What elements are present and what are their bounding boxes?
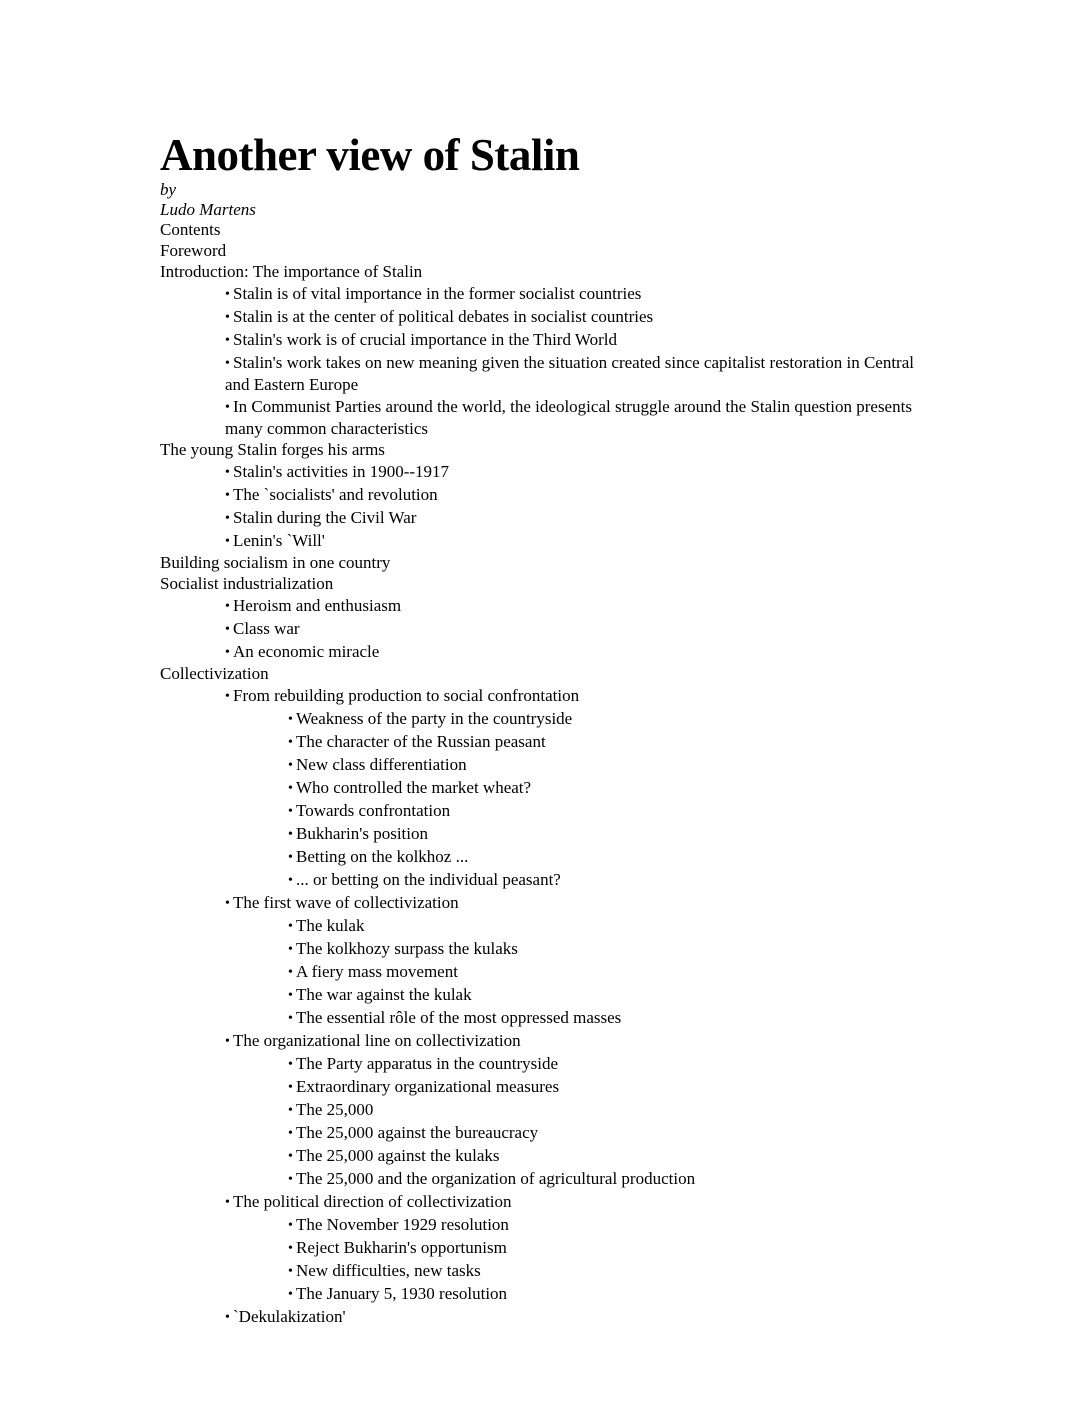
bullet-icon: • bbox=[225, 599, 230, 614]
toc-entry[interactable] bbox=[225, 461, 920, 483]
toc-entry[interactable] bbox=[160, 663, 920, 684]
toc-entry-label: The kulak bbox=[296, 916, 365, 935]
toc-entry-label: Building socialism in one country bbox=[160, 553, 391, 572]
toc-entry-label: Weakness of the party in the countryside bbox=[296, 709, 573, 728]
toc-entry[interactable] bbox=[288, 961, 920, 983]
toc-entry-label: The character of the Russian peasant bbox=[296, 732, 546, 751]
toc-entry-label: The 25,000 and the organization of agricultural production bbox=[296, 1169, 696, 1188]
toc-entry-label: Socialist industrialization bbox=[160, 574, 334, 593]
toc-entry[interactable] bbox=[288, 1237, 920, 1259]
toc-entry[interactable] bbox=[288, 1214, 920, 1236]
toc-entry-label: Stalin's activities in 1900--1917 bbox=[233, 462, 450, 481]
document-page bbox=[160, 130, 920, 1328]
toc-entry-label: The first wave of collectivization bbox=[233, 893, 459, 912]
bullet-icon: • bbox=[288, 1103, 293, 1118]
toc-entry[interactable] bbox=[225, 283, 920, 305]
bullet-icon: • bbox=[288, 942, 293, 957]
bullet-icon: • bbox=[225, 400, 230, 415]
toc-entry-label: Bukharin's position bbox=[296, 824, 428, 843]
bullet-icon: • bbox=[288, 919, 293, 934]
toc-entry[interactable] bbox=[225, 595, 920, 617]
toc-entry-label: The organizational line on collectivization bbox=[233, 1031, 521, 1050]
toc-entry-label: New class differentiation bbox=[296, 755, 467, 774]
byline-by: by bbox=[160, 180, 177, 199]
bullet-icon: • bbox=[288, 1264, 293, 1279]
bullet-icon: • bbox=[288, 781, 293, 796]
bullet-icon: • bbox=[288, 827, 293, 842]
toc-entry-label: The `socialists' and revolution bbox=[233, 485, 438, 504]
toc-entry-label: Stalin during the Civil War bbox=[233, 508, 417, 527]
toc-entry[interactable] bbox=[225, 618, 920, 640]
toc-entry-label: Reject Bukharin's opportunism bbox=[296, 1238, 507, 1257]
bullet-icon: • bbox=[288, 804, 293, 819]
toc-entry[interactable] bbox=[288, 1099, 920, 1121]
toc-entry[interactable] bbox=[225, 352, 920, 395]
toc-entry[interactable] bbox=[288, 846, 920, 868]
toc-entry-label: Extraordinary organizational measures bbox=[296, 1077, 560, 1096]
toc-entry-label: The war against the kulak bbox=[296, 985, 472, 1004]
bullet-icon: • bbox=[288, 1241, 293, 1256]
bullet-icon: • bbox=[288, 1218, 293, 1233]
bullet-icon: • bbox=[225, 1310, 230, 1325]
toc-entry-label: The Party apparatus in the countryside bbox=[296, 1054, 559, 1073]
toc-entry[interactable] bbox=[225, 1030, 920, 1052]
toc-entry[interactable] bbox=[225, 1306, 920, 1328]
toc-entry-label: Towards confrontation bbox=[296, 801, 451, 820]
toc-entry-label: Stalin's work takes on new meaning given the situation created since capitalist restoration in Central and Eastern Europe bbox=[225, 353, 914, 394]
bullet-icon: • bbox=[225, 511, 230, 526]
toc-entry[interactable] bbox=[288, 777, 920, 799]
bullet-icon: • bbox=[288, 873, 293, 888]
toc-entry[interactable] bbox=[288, 1145, 920, 1167]
toc-entry[interactable] bbox=[288, 1283, 920, 1305]
bullet-icon: • bbox=[288, 1080, 293, 1095]
toc-entry-label: Heroism and enthusiasm bbox=[233, 596, 402, 615]
toc-entry[interactable] bbox=[225, 641, 920, 663]
toc-entry-label: The 25,000 bbox=[296, 1100, 374, 1119]
toc-entry[interactable] bbox=[288, 915, 920, 937]
bullet-icon: • bbox=[225, 896, 230, 911]
toc-entry[interactable] bbox=[225, 396, 920, 439]
toc-entry[interactable] bbox=[288, 938, 920, 960]
toc-entry[interactable] bbox=[288, 708, 920, 730]
bullet-icon: • bbox=[288, 1287, 293, 1302]
bullet-icon: • bbox=[225, 622, 230, 637]
toc-entry-label: Stalin is of vital importance in the former socialist countries bbox=[233, 284, 642, 303]
bullet-icon: • bbox=[225, 689, 230, 704]
toc-entry[interactable] bbox=[225, 685, 920, 707]
toc-entry[interactable] bbox=[160, 573, 920, 594]
author-name: Ludo Martens bbox=[160, 200, 256, 219]
toc-entry[interactable] bbox=[225, 530, 920, 552]
bullet-icon: • bbox=[288, 735, 293, 750]
bullet-icon: • bbox=[288, 988, 293, 1003]
toc-entry[interactable] bbox=[288, 1053, 920, 1075]
toc-entry[interactable] bbox=[160, 240, 920, 261]
toc-entry-label: Class war bbox=[233, 619, 300, 638]
bullet-icon: • bbox=[225, 1195, 230, 1210]
contents-heading: Contents bbox=[160, 220, 221, 239]
toc-entry[interactable] bbox=[288, 1076, 920, 1098]
toc-entry[interactable] bbox=[160, 261, 920, 282]
bullet-icon: • bbox=[288, 1057, 293, 1072]
bullet-icon: • bbox=[288, 850, 293, 865]
toc-entry[interactable] bbox=[288, 984, 920, 1006]
bullet-icon: • bbox=[225, 287, 230, 302]
toc-entry-label: An economic miracle bbox=[233, 642, 380, 661]
toc-entry[interactable] bbox=[288, 754, 920, 776]
toc-entry-label: Betting on the kolkhoz ... bbox=[296, 847, 469, 866]
toc-entry[interactable] bbox=[160, 439, 920, 460]
toc-entry-label: The kolkhozy surpass the kulaks bbox=[296, 939, 518, 958]
toc-entry[interactable] bbox=[160, 552, 920, 573]
toc-entry-label: The November 1929 resolution bbox=[296, 1215, 509, 1234]
toc-entry-label: The 25,000 against the bureaucracy bbox=[296, 1123, 539, 1142]
toc-entry-label: Foreword bbox=[160, 241, 227, 260]
toc-entry[interactable] bbox=[288, 823, 920, 845]
toc-entry[interactable] bbox=[225, 329, 920, 351]
bullet-icon: • bbox=[225, 356, 230, 371]
bullet-icon: • bbox=[225, 465, 230, 480]
bullet-icon: • bbox=[288, 1011, 293, 1026]
toc-entry-label: In Communist Parties around the world, the ideological struggle around the Stalin question presents many common characteristics bbox=[225, 397, 912, 438]
table-of-contents bbox=[160, 240, 920, 1328]
toc-entry-label: The essential rôle of the most oppressed masses bbox=[296, 1008, 622, 1027]
toc-entry-label: Introduction: The importance of Stalin bbox=[160, 262, 423, 281]
toc-entry-label: New difficulties, new tasks bbox=[296, 1261, 481, 1280]
bullet-icon: • bbox=[225, 645, 230, 660]
toc-entry-label: `Dekulakization' bbox=[233, 1307, 346, 1326]
toc-entry-label: The political direction of collectivization bbox=[233, 1192, 512, 1211]
toc-entry-label: The 25,000 against the kulaks bbox=[296, 1146, 500, 1165]
toc-entry-label: Stalin's work is of crucial importance in the Third World bbox=[233, 330, 617, 349]
toc-entry[interactable] bbox=[225, 306, 920, 328]
bullet-icon: • bbox=[288, 712, 293, 727]
toc-entry-label: The January 5, 1930 resolution bbox=[296, 1284, 508, 1303]
toc-entry-label: Lenin's `Will' bbox=[233, 531, 325, 550]
toc-entry[interactable] bbox=[288, 1168, 920, 1190]
bullet-icon: • bbox=[225, 534, 230, 549]
toc-entry-label: From rebuilding production to social confrontation bbox=[233, 686, 580, 705]
document-title: Another view of Stalin bbox=[160, 130, 580, 180]
toc-entry[interactable] bbox=[288, 869, 920, 891]
toc-entry-label: A fiery mass movement bbox=[296, 962, 458, 981]
bullet-icon: • bbox=[288, 1149, 293, 1164]
toc-entry[interactable] bbox=[225, 484, 920, 506]
toc-entry[interactable] bbox=[288, 1122, 920, 1144]
toc-entry-label: ... or betting on the individual peasant? bbox=[296, 870, 561, 889]
bullet-icon: • bbox=[225, 310, 230, 325]
toc-entry[interactable] bbox=[288, 1007, 920, 1029]
bullet-icon: • bbox=[288, 965, 293, 980]
bullet-icon: • bbox=[225, 1034, 230, 1049]
toc-entry-label: Collectivization bbox=[160, 664, 269, 683]
toc-entry[interactable] bbox=[225, 507, 920, 529]
toc-entry-label: Stalin is at the center of political debates in socialist countries bbox=[233, 307, 654, 326]
toc-entry[interactable] bbox=[225, 1191, 920, 1213]
bullet-icon: • bbox=[225, 488, 230, 503]
bullet-icon: • bbox=[225, 333, 230, 348]
toc-entry[interactable] bbox=[288, 1260, 920, 1282]
bullet-icon: • bbox=[288, 758, 293, 773]
toc-entry-label: Who controlled the market wheat? bbox=[296, 778, 532, 797]
toc-entry-label: The young Stalin forges his arms bbox=[160, 440, 385, 459]
bullet-icon: • bbox=[288, 1126, 293, 1141]
toc-entry[interactable] bbox=[288, 800, 920, 822]
toc-entry[interactable] bbox=[288, 731, 920, 753]
bullet-icon: • bbox=[288, 1172, 293, 1187]
toc-entry[interactable] bbox=[225, 892, 920, 914]
